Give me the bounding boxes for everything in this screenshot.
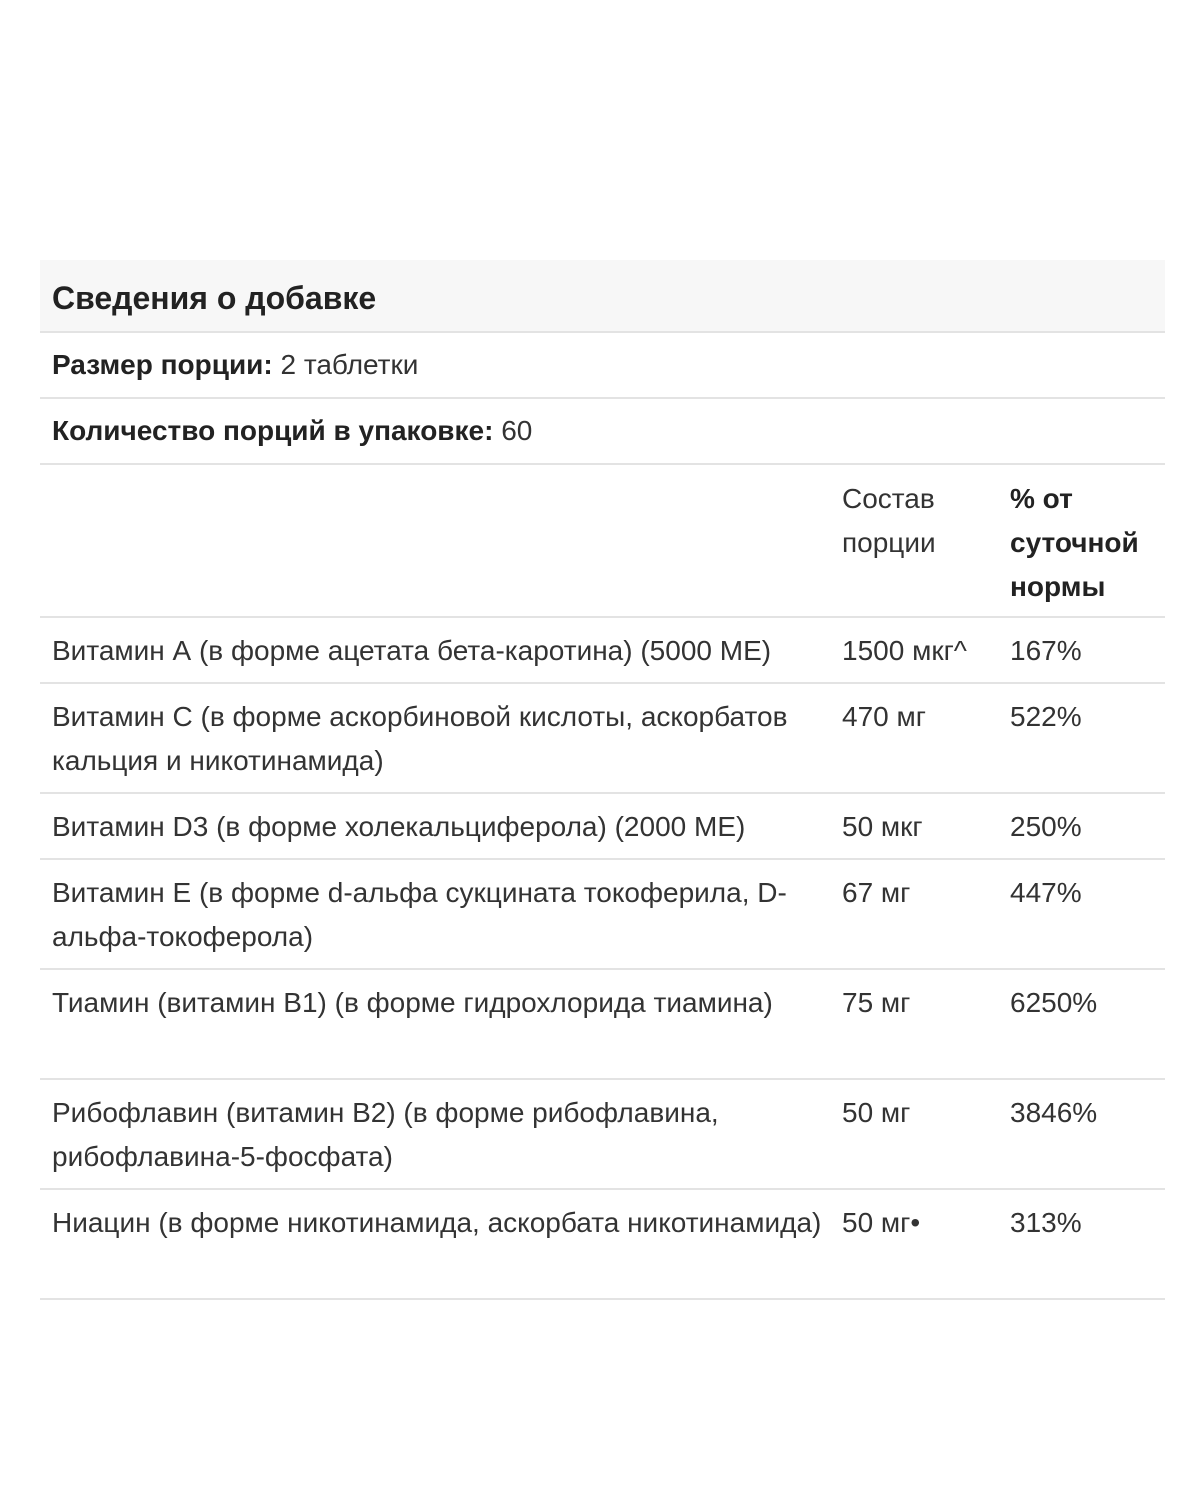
nutrient-name: Витамин А (в форме ацетата бета-каротина) (5000 МЕ) xyxy=(52,635,772,666)
nutrient-name: Витамин Е (в форме d-альфа сукцината токоферила, D-альфа-токоферола) xyxy=(52,877,787,952)
table-row xyxy=(40,794,1165,860)
servings-per-container-label: Количество порций в упаковке: xyxy=(52,415,494,446)
serving-size-row xyxy=(40,333,1165,399)
nutrient-name: Витамин С (в форме аскорбиновой кислоты, аскорбатов кальция и никотинамида) xyxy=(52,701,788,776)
table-row xyxy=(40,1190,1165,1300)
table-row xyxy=(40,970,1165,1080)
servings-per-container-row xyxy=(40,399,1165,465)
nutrient-daily-value: 447% xyxy=(1010,877,1082,908)
nutrient-amount: 470 мг xyxy=(842,701,926,732)
nutrient-daily-value: 167% xyxy=(1010,635,1082,666)
nutrient-daily-value: 313% xyxy=(1010,1207,1082,1238)
panel-header xyxy=(40,260,1165,333)
nutrient-name: Ниацин (в форме никотинамида, аскорбата никотинамида) xyxy=(52,1207,822,1238)
nutrient-daily-value: 522% xyxy=(1010,701,1082,732)
table-row xyxy=(40,860,1165,970)
nutrient-daily-value: 250% xyxy=(1010,811,1082,842)
servings-per-container-value: 60 xyxy=(501,415,533,446)
header-nutrient-column xyxy=(40,477,830,616)
nutrient-name: Рибофлавин (витамин В2) (в форме рибофлавина, рибофлавина-5-фосфата) xyxy=(52,1097,719,1172)
table-row xyxy=(40,618,1165,684)
nutrient-name: Тиамин (витамин В1) (в форме гидрохлорида тиамина) xyxy=(52,987,773,1018)
serving-size-label: Размер порции: xyxy=(52,349,273,380)
nutrient-daily-value: 6250% xyxy=(1010,987,1098,1018)
nutrient-amount: 75 мг xyxy=(842,987,911,1018)
table-row xyxy=(40,1080,1165,1190)
table-header-row xyxy=(40,465,1165,618)
table-row xyxy=(40,684,1165,794)
nutrient-daily-value: 3846% xyxy=(1010,1097,1098,1128)
header-daily-value: % от суточной нормы xyxy=(1010,483,1139,602)
nutrient-amount: 1500 мкг^ xyxy=(842,635,967,666)
nutrient-amount: 50 мг• xyxy=(842,1207,921,1238)
supplement-facts-panel xyxy=(40,260,1165,1300)
header-amount: Состав порции xyxy=(842,483,936,558)
nutrient-amount: 50 мг xyxy=(842,1097,911,1128)
nutrient-amount: 67 мг xyxy=(842,877,911,908)
nutrient-amount: 50 мкг xyxy=(842,811,923,842)
panel-title: Сведения о добавке xyxy=(52,280,377,316)
nutrient-name: Витамин D3 (в форме холекальциферола) (2000 МЕ) xyxy=(52,811,746,842)
serving-size-value: 2 таблетки xyxy=(280,349,419,380)
